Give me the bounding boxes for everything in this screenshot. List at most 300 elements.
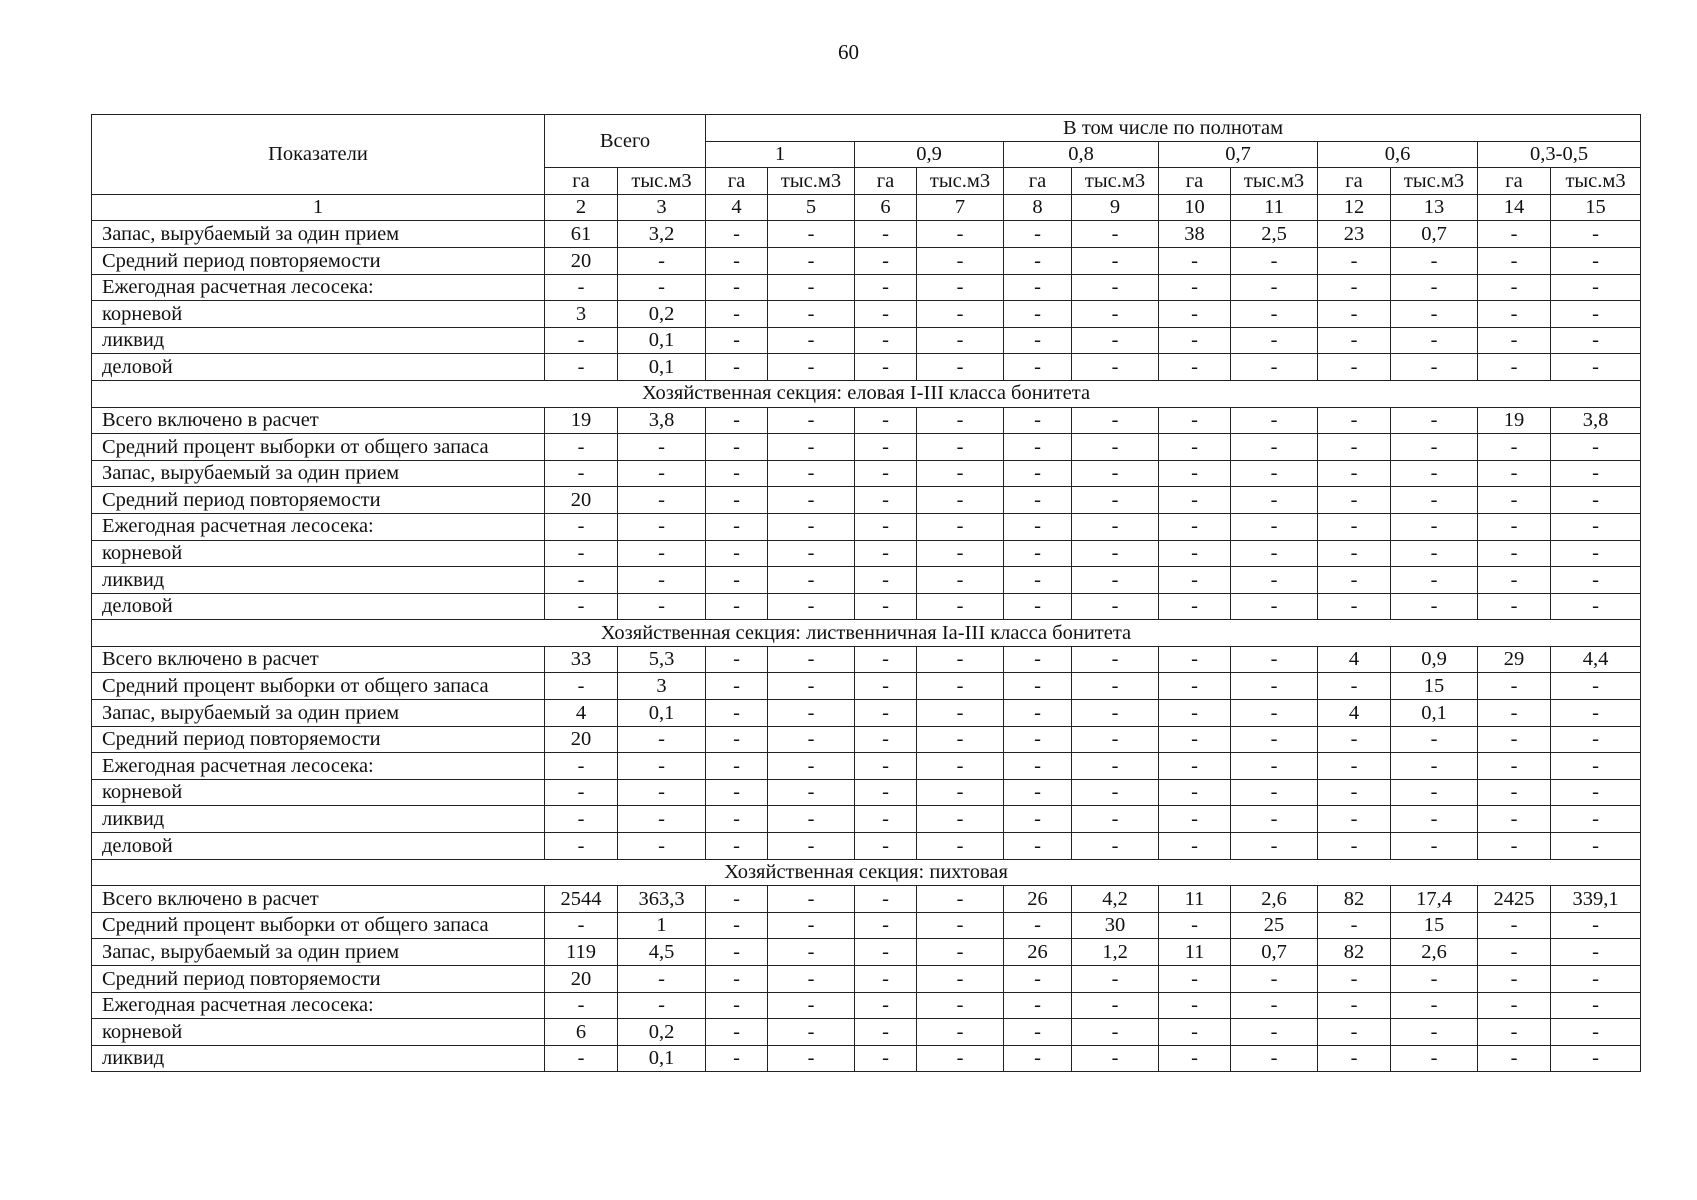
table-cell: - (1004, 327, 1072, 354)
table-cell: 3 (618, 673, 706, 700)
table-cell: - (1551, 912, 1641, 939)
table-cell: - (768, 779, 855, 806)
table-cell: - (855, 966, 917, 993)
table-cell: - (1159, 700, 1231, 727)
table-cell: - (1004, 966, 1072, 993)
table-cell: - (1072, 327, 1159, 354)
table-row (92, 806, 1641, 833)
table-row (92, 966, 1641, 993)
table-cell: - (545, 540, 618, 567)
forest-calculation-table (91, 114, 1641, 1072)
table-cell: - (1231, 513, 1318, 540)
table-cell: 20 (545, 487, 618, 514)
header-unit: тыс.м3 (1231, 168, 1318, 195)
table-cell: - (768, 673, 855, 700)
table-cell: - (1159, 354, 1231, 381)
table-cell: - (768, 221, 855, 248)
table-cell: - (545, 593, 618, 620)
table-cell: - (1231, 833, 1318, 860)
table-cell: - (1004, 513, 1072, 540)
table-cell: - (1231, 487, 1318, 514)
table-cell: - (1391, 806, 1478, 833)
column-number: 2 (545, 194, 618, 221)
table-cell: 26 (1004, 939, 1072, 966)
table-cell: - (1478, 567, 1551, 594)
table-cell: 1,2 (1072, 939, 1159, 966)
table-row (92, 434, 1641, 461)
table-cell: 15 (1391, 673, 1478, 700)
table-row (92, 247, 1641, 274)
table-cell: - (706, 646, 768, 673)
table-cell: - (545, 434, 618, 461)
table-cell: - (1004, 992, 1072, 1019)
table-cell: - (618, 992, 706, 1019)
row-label: корневой (92, 779, 545, 806)
row-label: Запас, вырубаемый за один прием (92, 460, 545, 487)
table-cell: - (855, 274, 917, 301)
table-cell: - (1551, 753, 1641, 780)
section-header-row (92, 380, 1641, 407)
table-cell: - (706, 327, 768, 354)
table-cell: - (1551, 354, 1641, 381)
table-cell: - (1318, 1045, 1391, 1072)
row-label: ликвид (92, 1045, 545, 1072)
section-title: Хозяйственная секция: лиственничная Ia-III класса бонитета (92, 620, 1641, 647)
table-cell: - (917, 939, 1004, 966)
table-cell: - (768, 1019, 855, 1046)
table-cell: - (1551, 274, 1641, 301)
table-cell: - (1551, 593, 1641, 620)
table-cell: - (1391, 779, 1478, 806)
table-cell: - (706, 460, 768, 487)
table-cell: - (1318, 354, 1391, 381)
table-cell: 0,7 (1391, 221, 1478, 248)
table-cell: - (545, 567, 618, 594)
table-cell: - (1004, 673, 1072, 700)
table-cell: - (768, 354, 855, 381)
table-cell: - (1478, 700, 1551, 727)
table-cell: - (1551, 221, 1641, 248)
table-cell: 29 (1478, 646, 1551, 673)
table-cell: - (545, 460, 618, 487)
table-cell: - (1551, 460, 1641, 487)
row-label: Средний процент выборки от общего запаса (92, 912, 545, 939)
table-row (92, 407, 1641, 434)
table-cell: - (855, 833, 917, 860)
table-row (92, 327, 1641, 354)
table-cell: - (1159, 274, 1231, 301)
header-column-numbers-row (92, 194, 1641, 221)
table-cell: - (1231, 434, 1318, 461)
table-cell: 61 (545, 221, 618, 248)
row-label: деловой (92, 833, 545, 860)
table-cell: - (1004, 407, 1072, 434)
table-cell: - (545, 673, 618, 700)
table-cell: - (1159, 1045, 1231, 1072)
table-cell: - (1478, 1045, 1551, 1072)
header-unit: га (545, 168, 618, 195)
table-cell: 19 (1478, 407, 1551, 434)
table-cell: - (768, 646, 855, 673)
table-cell: 0,9 (1391, 646, 1478, 673)
table-cell: - (706, 886, 768, 913)
table-cell: - (1318, 513, 1391, 540)
table-row (92, 1019, 1641, 1046)
table-cell: - (1318, 567, 1391, 594)
table-cell: 11 (1159, 886, 1231, 913)
table-cell: 6 (545, 1019, 618, 1046)
column-number: 13 (1391, 194, 1478, 221)
table-row (92, 354, 1641, 381)
table-cell: - (1231, 407, 1318, 434)
table-cell: - (917, 513, 1004, 540)
table-cell: - (1391, 833, 1478, 860)
table-cell: - (768, 434, 855, 461)
row-label: Ежегодная расчетная лесосека: (92, 992, 545, 1019)
table-cell: 2,6 (1391, 939, 1478, 966)
table-cell: 2544 (545, 886, 618, 913)
table-cell: - (1072, 487, 1159, 514)
table-cell: 0,1 (1391, 700, 1478, 727)
row-label: деловой (92, 593, 545, 620)
table-cell: - (917, 912, 1004, 939)
table-cell: - (706, 912, 768, 939)
column-number: 4 (706, 194, 768, 221)
table-cell: - (706, 673, 768, 700)
column-number: 6 (855, 194, 917, 221)
column-number: 15 (1551, 194, 1641, 221)
table-cell: - (1391, 327, 1478, 354)
table-cell: - (768, 247, 855, 274)
table-cell: - (768, 912, 855, 939)
table-cell: - (1004, 806, 1072, 833)
section-title: Хозяйственная секция: еловая I-III класса бонитета (92, 380, 1641, 407)
table-cell: 20 (545, 247, 618, 274)
table-cell: - (855, 779, 917, 806)
table-cell: - (1391, 753, 1478, 780)
table-cell: - (545, 354, 618, 381)
table-cell: - (855, 886, 917, 913)
table-cell: - (1231, 966, 1318, 993)
table-cell: - (768, 806, 855, 833)
row-label: Запас, вырубаемый за один прием (92, 221, 545, 248)
table-cell: - (1004, 912, 1072, 939)
table-cell: - (855, 540, 917, 567)
table-cell: - (1551, 833, 1641, 860)
table-cell: - (855, 593, 917, 620)
table-cell: - (1231, 673, 1318, 700)
table-cell: 5,3 (618, 646, 706, 673)
table-cell: - (1391, 354, 1478, 381)
table-cell: - (1478, 593, 1551, 620)
table-row (92, 593, 1641, 620)
column-number: 3 (618, 194, 706, 221)
table-cell: - (1391, 301, 1478, 328)
table-cell: - (1391, 726, 1478, 753)
table-cell: - (545, 753, 618, 780)
table-cell: - (1318, 327, 1391, 354)
table-cell: - (1551, 434, 1641, 461)
table-cell: - (1159, 593, 1231, 620)
table-cell: 20 (545, 966, 618, 993)
table-cell: - (1318, 673, 1391, 700)
table-cell: - (768, 700, 855, 727)
table-cell: - (917, 487, 1004, 514)
table-cell: - (917, 726, 1004, 753)
header-density: 1 (706, 141, 855, 168)
table-cell: - (706, 1045, 768, 1072)
table-cell: - (1072, 833, 1159, 860)
table-cell: - (1072, 673, 1159, 700)
table-cell: - (618, 487, 706, 514)
row-label: Средний процент выборки от общего запаса (92, 673, 545, 700)
table-cell: 4 (545, 700, 618, 727)
table-cell: - (1159, 301, 1231, 328)
header-unit: тыс.м3 (768, 168, 855, 195)
table-cell: - (618, 274, 706, 301)
table-cell: - (1004, 646, 1072, 673)
table-row (92, 673, 1641, 700)
table-cell: - (1318, 593, 1391, 620)
table-row (92, 513, 1641, 540)
table-cell: 23 (1318, 221, 1391, 248)
table-cell: - (855, 939, 917, 966)
row-label: Ежегодная расчетная лесосека: (92, 513, 545, 540)
table-row (92, 301, 1641, 328)
table-cell: 0,1 (618, 354, 706, 381)
table-cell: - (706, 966, 768, 993)
table-cell: - (1478, 939, 1551, 966)
table-cell: - (855, 646, 917, 673)
row-label: Средний процент выборки от общего запаса (92, 434, 545, 461)
table-cell: - (1159, 460, 1231, 487)
table-cell: 339,1 (1551, 886, 1641, 913)
table-cell: - (1159, 540, 1231, 567)
table-cell: - (1478, 434, 1551, 461)
table-cell: - (706, 779, 768, 806)
table-cell: 25 (1231, 912, 1318, 939)
table-cell: - (1159, 912, 1231, 939)
table-cell: - (855, 487, 917, 514)
table-cell: - (1478, 753, 1551, 780)
table-row (92, 487, 1641, 514)
table-cell: - (706, 221, 768, 248)
table-cell: - (1318, 753, 1391, 780)
table-cell: - (706, 939, 768, 966)
table-cell: - (855, 247, 917, 274)
table-cell: - (1231, 540, 1318, 567)
table-cell: - (855, 301, 917, 328)
table-cell: - (1231, 567, 1318, 594)
table-cell: - (1551, 806, 1641, 833)
header-unit: тыс.м3 (618, 168, 706, 195)
table-cell: - (1159, 513, 1231, 540)
table-cell: - (706, 1019, 768, 1046)
table-cell: - (618, 247, 706, 274)
table-cell: - (768, 966, 855, 993)
table-cell: - (1004, 274, 1072, 301)
table-cell: - (706, 354, 768, 381)
table-cell: - (1159, 487, 1231, 514)
table-cell: - (545, 806, 618, 833)
table-cell: - (618, 806, 706, 833)
table-cell: - (1391, 487, 1478, 514)
table-cell: - (917, 992, 1004, 1019)
table-cell: 4 (1318, 646, 1391, 673)
table-cell: 11 (1159, 939, 1231, 966)
table-cell: - (706, 301, 768, 328)
table-cell: - (706, 274, 768, 301)
table-cell: 19 (545, 407, 618, 434)
header-density: 0,9 (855, 141, 1004, 168)
table-cell: - (545, 274, 618, 301)
table-cell: - (768, 327, 855, 354)
table-cell: 4 (1318, 700, 1391, 727)
table-cell: - (768, 301, 855, 328)
table-cell: - (1072, 1045, 1159, 1072)
table-cell: 38 (1159, 221, 1231, 248)
table-cell: - (1072, 992, 1159, 1019)
table-cell: - (545, 992, 618, 1019)
table-cell: - (1004, 301, 1072, 328)
header-density: 0,8 (1004, 141, 1159, 168)
table-cell: - (1231, 354, 1318, 381)
table-cell: 3 (545, 301, 618, 328)
table-cell: - (1231, 646, 1318, 673)
row-label: деловой (92, 354, 545, 381)
column-number: 10 (1159, 194, 1231, 221)
table-cell: 3,8 (1551, 407, 1641, 434)
table-cell: 0,1 (618, 1045, 706, 1072)
table-cell: - (1318, 434, 1391, 461)
table-cell: - (618, 434, 706, 461)
table-cell: - (855, 673, 917, 700)
table-row (92, 274, 1641, 301)
table-cell: - (1072, 407, 1159, 434)
table-cell: - (1391, 1045, 1478, 1072)
table-cell: - (1159, 833, 1231, 860)
table-cell: - (1159, 327, 1231, 354)
table-cell: 20 (545, 726, 618, 753)
table-cell: - (1159, 646, 1231, 673)
table-cell: - (1159, 567, 1231, 594)
table-row (92, 939, 1641, 966)
table-cell: - (1391, 593, 1478, 620)
table-cell: - (706, 700, 768, 727)
table-cell: - (1231, 806, 1318, 833)
header-unit: тыс.м3 (1072, 168, 1159, 195)
row-label: корневой (92, 1019, 545, 1046)
table-cell: - (1004, 540, 1072, 567)
table-cell: - (1478, 221, 1551, 248)
table-cell: - (1072, 753, 1159, 780)
header-unit: га (855, 168, 917, 195)
table-cell: - (545, 513, 618, 540)
table-cell: - (706, 540, 768, 567)
table-row (92, 779, 1641, 806)
table-cell: - (855, 221, 917, 248)
table-cell: - (1072, 354, 1159, 381)
table-cell: - (917, 247, 1004, 274)
header-unit: га (1004, 168, 1072, 195)
table-cell: 26 (1004, 886, 1072, 913)
table-cell: - (545, 327, 618, 354)
table-cell: - (1478, 354, 1551, 381)
table-cell: 4,2 (1072, 886, 1159, 913)
section-title: Хозяйственная секция: пихтовая (92, 859, 1641, 886)
table-cell: - (855, 700, 917, 727)
table-cell: - (1318, 1019, 1391, 1046)
table-cell: - (1231, 726, 1318, 753)
table-cell: - (1072, 540, 1159, 567)
table-cell: - (855, 460, 917, 487)
table-cell: - (917, 434, 1004, 461)
table-cell: - (1231, 247, 1318, 274)
table-cell: - (1551, 939, 1641, 966)
header-density: 0,7 (1159, 141, 1318, 168)
row-label: Всего включено в расчет (92, 646, 545, 673)
table-cell: - (855, 513, 917, 540)
table-cell: - (1551, 992, 1641, 1019)
table-cell: - (768, 593, 855, 620)
table-cell: - (917, 567, 1004, 594)
table-cell: - (1478, 247, 1551, 274)
table-cell: 33 (545, 646, 618, 673)
table-cell: - (1391, 247, 1478, 274)
table-cell: - (917, 886, 1004, 913)
table-cell: - (1004, 753, 1072, 780)
table-cell: 0,7 (1231, 939, 1318, 966)
column-number: 9 (1072, 194, 1159, 221)
row-label: Средний период повторяемости (92, 966, 545, 993)
table-cell: - (1478, 327, 1551, 354)
table-cell: - (1318, 912, 1391, 939)
table-cell: - (1391, 434, 1478, 461)
table-cell: - (706, 487, 768, 514)
table-cell: - (917, 806, 1004, 833)
table-cell: 0,2 (618, 301, 706, 328)
table-cell: - (917, 354, 1004, 381)
table-cell: - (706, 753, 768, 780)
table-cell: - (855, 407, 917, 434)
table-cell: - (855, 1019, 917, 1046)
table-cell: - (1004, 434, 1072, 461)
table-cell: - (1478, 833, 1551, 860)
table-cell: - (1231, 593, 1318, 620)
table-cell: - (1231, 753, 1318, 780)
row-label: Всего включено в расчет (92, 886, 545, 913)
column-number: 11 (1231, 194, 1318, 221)
table-cell: - (1478, 487, 1551, 514)
table-cell: - (706, 833, 768, 860)
table-cell: - (1391, 992, 1478, 1019)
table-cell: - (917, 1019, 1004, 1046)
table-cell: - (1231, 1019, 1318, 1046)
table-cell: - (768, 726, 855, 753)
table-cell: - (1231, 274, 1318, 301)
table-cell: - (1551, 327, 1641, 354)
table-cell: - (1004, 460, 1072, 487)
table-cell: - (1072, 593, 1159, 620)
table-cell: - (917, 593, 1004, 620)
table-cell: 4,5 (618, 939, 706, 966)
table-cell: - (768, 567, 855, 594)
table-cell: - (768, 886, 855, 913)
table-cell: - (1159, 434, 1231, 461)
table-cell: - (1551, 726, 1641, 753)
table-cell: - (706, 593, 768, 620)
table-cell: - (917, 753, 1004, 780)
